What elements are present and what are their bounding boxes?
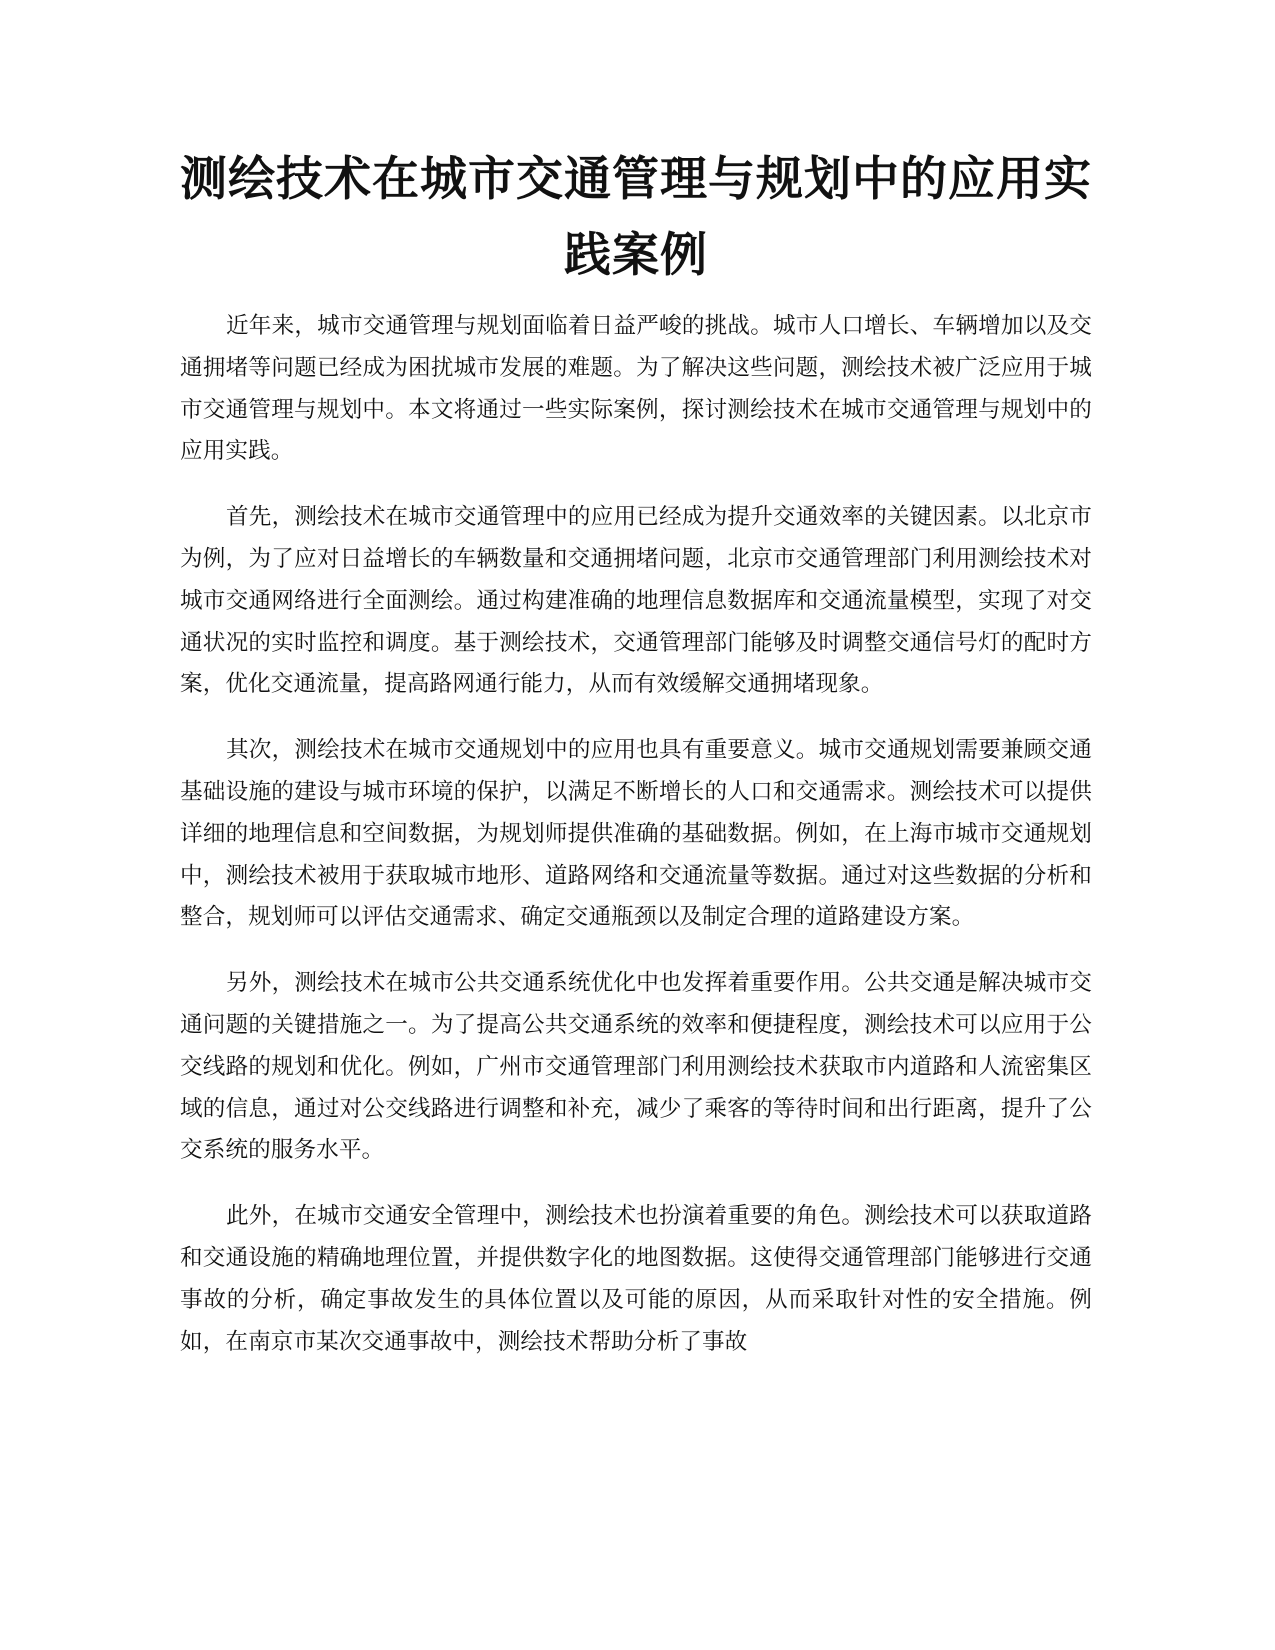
paragraph-intro: 近年来，城市交通管理与规划面临着日益严峻的挑战。城市人口增长、车辆增加以及交通拥堵等问题已经成为困扰城市发展的难题。为了解决这些问题，测绘技术被广泛应用于城市交通管理与规划中。本文将通过一些实际案例，探讨测绘技术在城市交通管理与规划中的应用实践。	[180, 313, 1092, 465]
paragraph-public-transit: 另外，测绘技术在城市公共交通系统优化中也发挥着重要作用。公共交通是解决城市交通问题的关键措施之一。为了提高公共交通系统的效率和便捷程度，测绘技术可以应用于公交线路的规划和优化。例如，广州市交通管理部门利用测绘技术获取市内道路和人流密集区域的信息，通过对公交线路进行调整和补充，减少了乘客的等待时间和出行距离，提升了公交系统的服务水平。	[180, 970, 1092, 1164]
document-body	[180, 306, 1092, 1387]
paragraph-traffic-planning: 其次，测绘技术在城市交通规划中的应用也具有重要意义。城市交通规划需要兼顾交通基础设施的建设与城市环境的保护，以满足不断增长的人口和交通需求。测绘技术可以提供详细的地理信息和空间数据，为规划师提供准确的基础数据。例如，在上海市城市交通规划中，测绘技术被用于获取城市地形、道路网络和交通流量等数据。通过对这些数据的分析和整合，规划师可以评估交通需求、确定交通瓶颈以及制定合理的道路建设方案。	[180, 737, 1092, 931]
document-title: 测绘技术在城市交通管理与规划中的应用实践案例	[180, 152, 1092, 283]
paragraph-traffic-safety: 此外，在城市交通安全管理中，测绘技术也扮演着重要的角色。测绘技术可以获取道路和交通设施的精确地理位置，并提供数字化的地图数据。这使得交通管理部门能够进行交通事故的分析，确定事故发生的具体位置以及可能的原因，从而采取针对性的安全措施。例如，在南京市某次交通事故中，测绘技术帮助分析了事故	[180, 1203, 1092, 1355]
paragraph-traffic-management: 首先，测绘技术在城市交通管理中的应用已经成为提升交通效率的关键因素。以北京市为例，为了应对日益增长的车辆数量和交通拥堵问题，北京市交通管理部门利用测绘技术对城市交通网络进行全面测绘。通过构建准确的地理信息数据库和交通流量模型，实现了对交通状况的实时监控和调度。基于测绘技术，交通管理部门能够及时调整交通信号灯的配时方案，优化交通流量，提高路网通行能力，从而有效缓解交通拥堵现象。	[180, 504, 1092, 698]
